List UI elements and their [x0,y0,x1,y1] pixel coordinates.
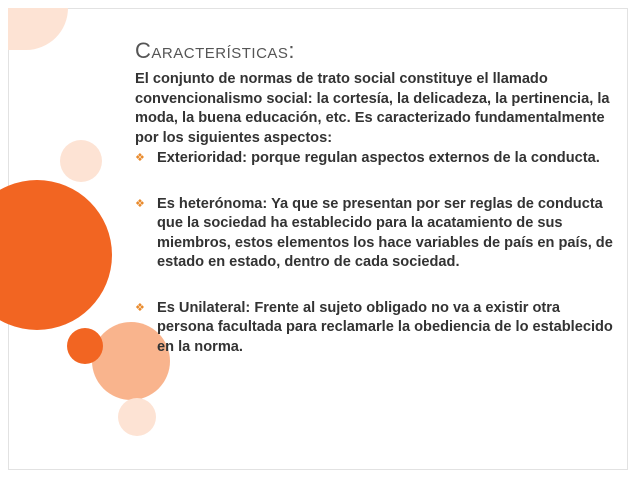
slide-content [135,70,615,357]
diamond-bullet-icon: ❖ [135,197,145,210]
bullet-item-exterioridad [135,149,615,169]
decorative-circle-pale-bottom [118,398,156,436]
diamond-bullet-icon: ❖ [135,301,145,314]
decorative-circle-small-top [60,140,102,182]
bullet-text: Es Unilateral: Frente al sujeto obligado no va a existir otra persona facultada para reclamarle la obediencia de lo establecido en la norma. [157,299,613,355]
bullet-item-unilateral [135,299,615,358]
slide-title: Características: [135,38,296,63]
diamond-bullet-icon: ❖ [135,152,145,164]
bullet-text: Es heterónoma: Ya que se presentan por ser reglas de conducta que la sociedad ha establecido para la acatamiento de sus miembros, estos elementos los hace variables de país en país, de estado en estado, dentro de cada sociedad. [157,195,613,270]
bullet-item-heteronoma [135,195,615,273]
decorative-circle-small-orange [67,328,103,364]
bullet-text: Exterioridad: porque regulan aspectos externos de la conducta. [157,150,600,166]
intro-paragraph: El conjunto de normas de trato social constituye el llamado convencionalismo social: la cortesía, la delicadeza, la pertinencia, la moda, la buena educación, etc. Es caracterizado fundamentalmente por los siguientes aspectos: [135,71,610,146]
